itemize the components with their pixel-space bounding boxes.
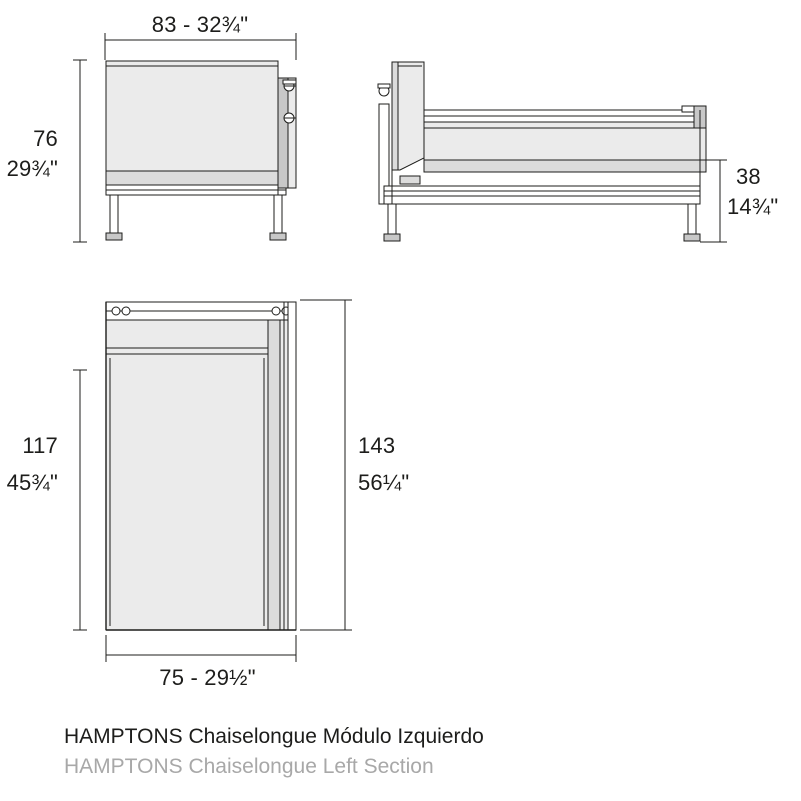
front-elevation-view <box>73 33 296 242</box>
dimension-plan-width-cm: 117 <box>22 433 58 458</box>
dimension-front-height-in: 29¾" <box>6 156 58 181</box>
dimension-plan-width-in: 45¾" <box>6 470 58 495</box>
caption-spanish: HAMPTONS Chaiselongue Módulo Izquierdo <box>64 725 484 748</box>
caption-english: HAMPTONS Chaiselongue Left Section <box>64 755 434 778</box>
dimension-seat-height-cm: 38 <box>736 164 761 189</box>
side-elevation-view <box>378 62 727 242</box>
dimension-plan-depth-in: 56¼" <box>358 470 410 495</box>
dimension-plan-bottom-width: 75 - 29½" <box>159 665 256 690</box>
dimension-seat-height-in: 14¾" <box>727 194 779 219</box>
top-plan-view <box>73 300 352 662</box>
dimension-front-width: 83 - 32¾" <box>151 12 249 37</box>
dimension-front-height-cm: 76 <box>33 126 58 151</box>
dimension-plan-depth-cm: 143 <box>358 433 396 458</box>
